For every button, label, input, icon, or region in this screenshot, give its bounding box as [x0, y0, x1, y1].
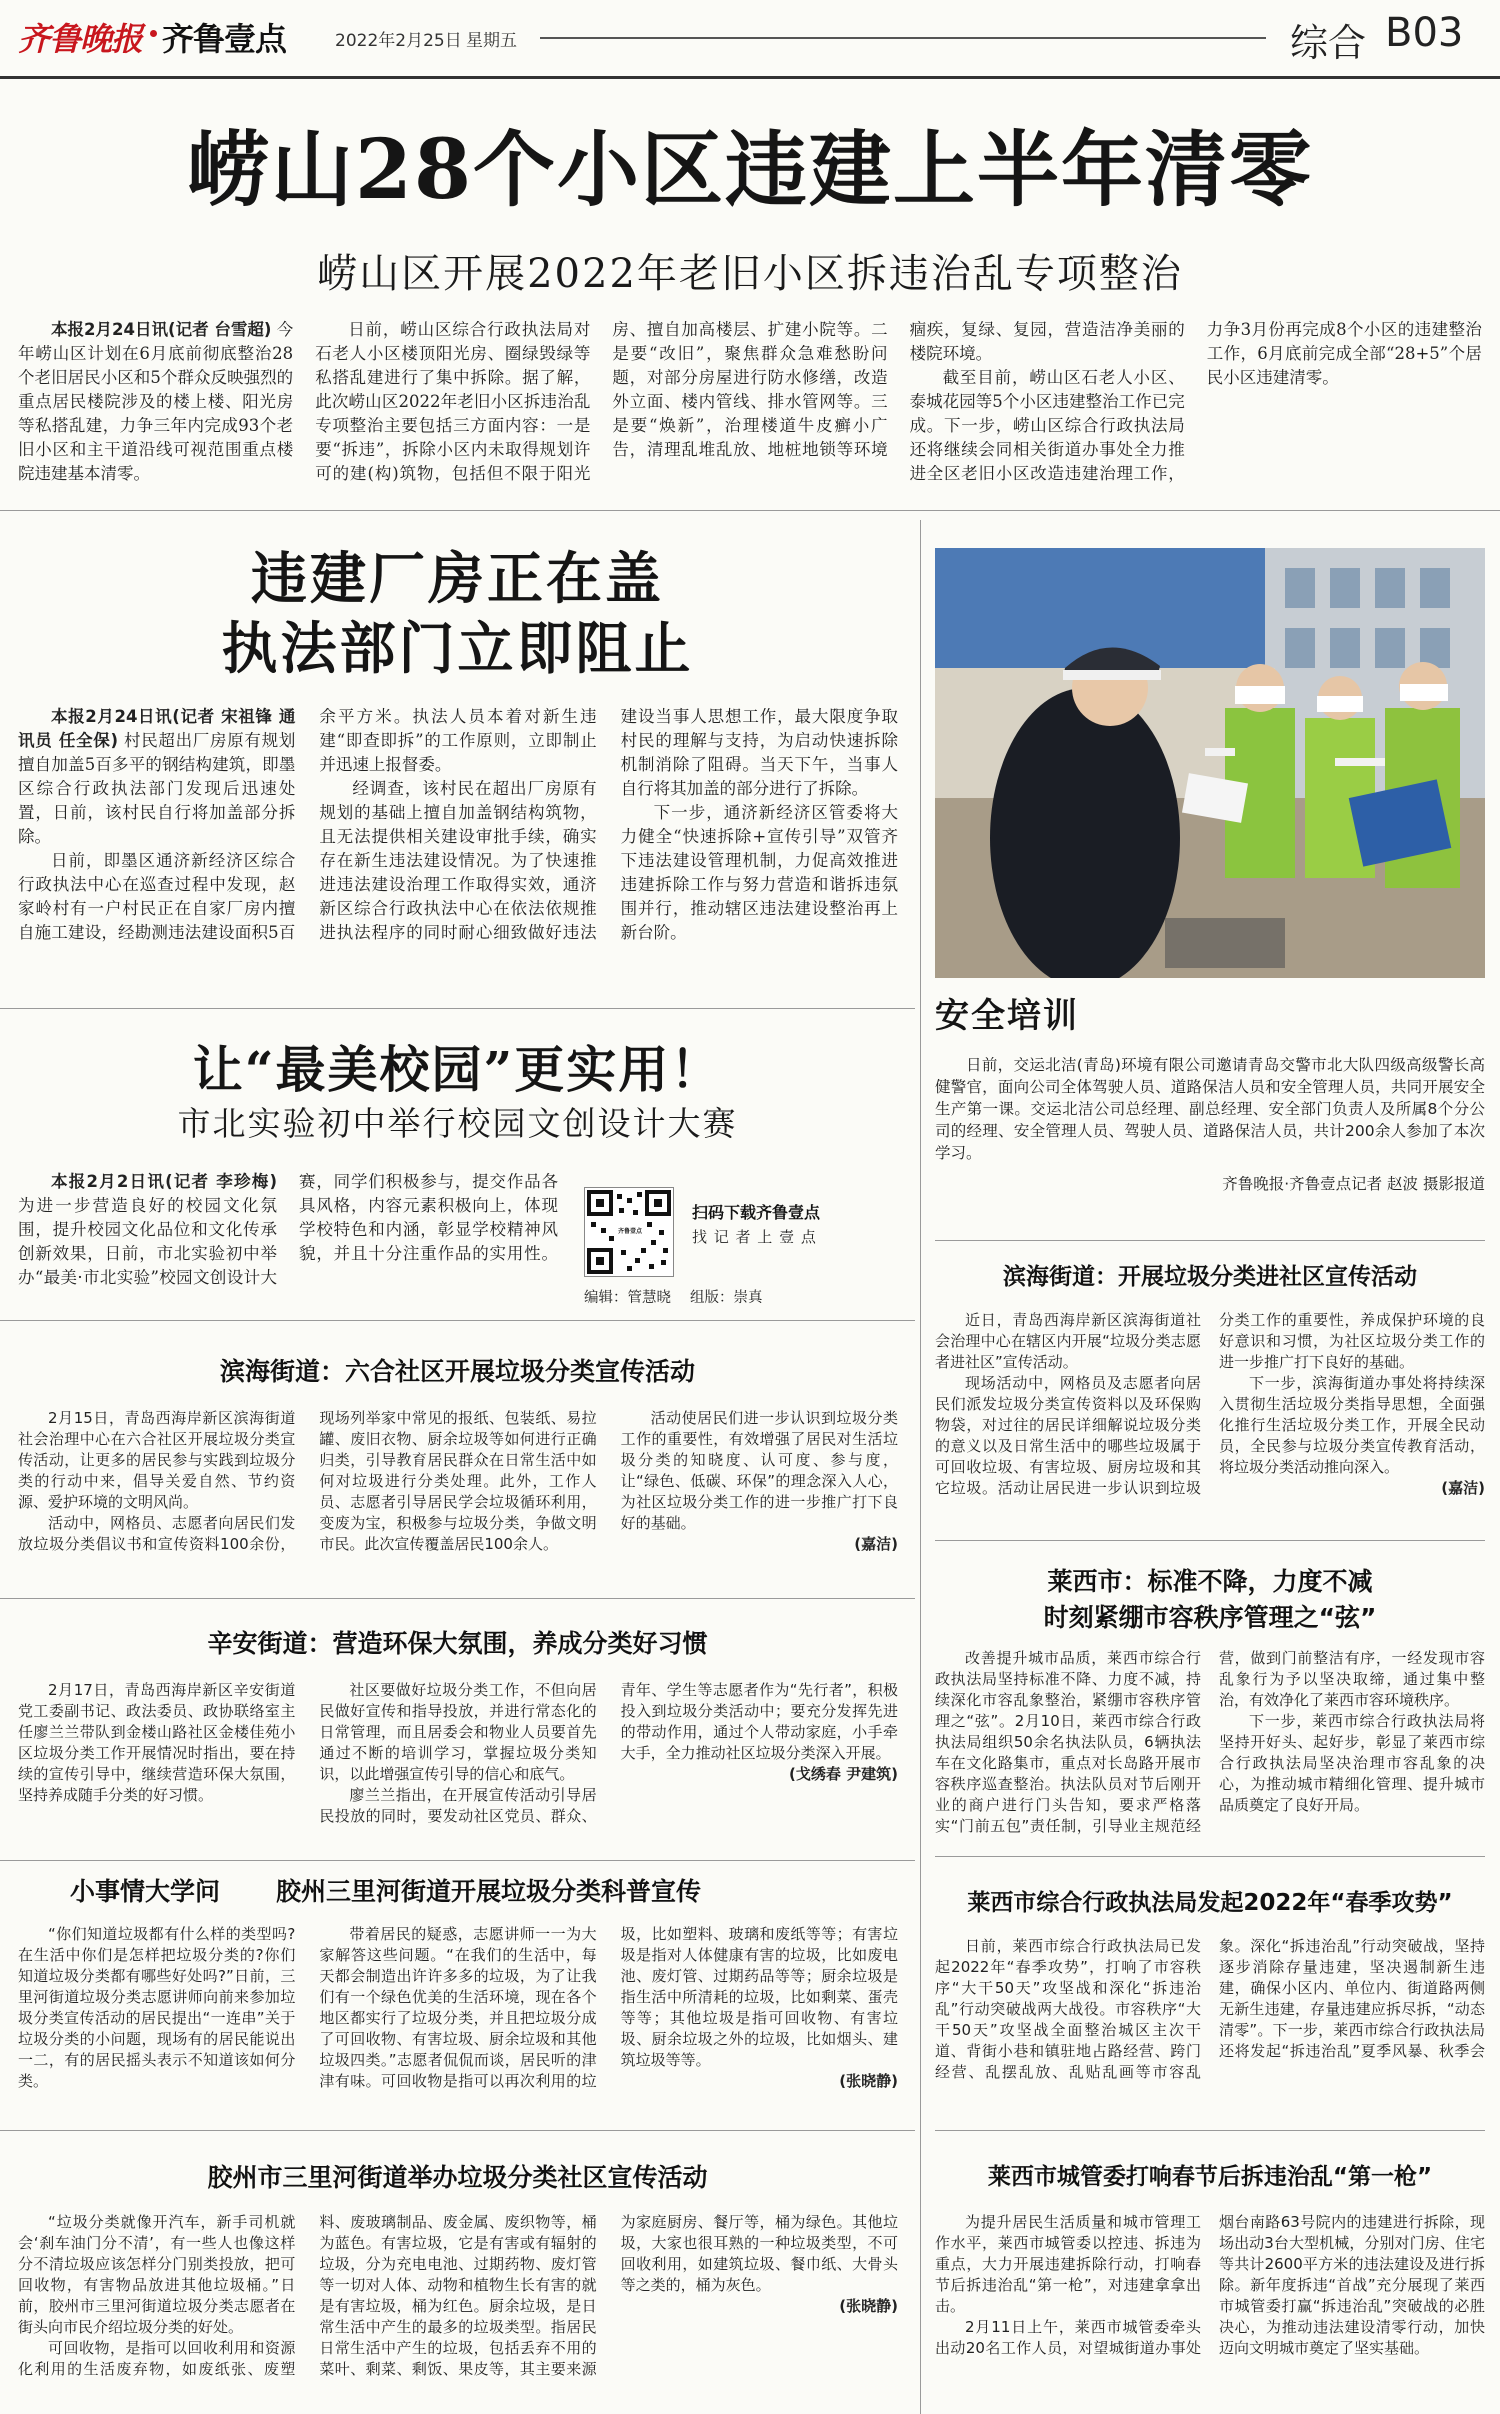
- laixi-spring-body: [935, 1936, 1485, 2086]
- xinan-headline: 辛安街道：营造环保大氛围，养成分类好习惯: [207, 1629, 708, 1658]
- masthead-divider-line: [540, 37, 1266, 39]
- laixi-standard-paragraph-2: 下一步，莱西市综合行政执法局将坚持开好头、起好步，彰显了莱西市综合行政执法局坚决治理市容乱象的决心，为推动城市精细化管理、提升城市品质奠定了良好开局。: [1219, 1712, 1485, 1814]
- jiaozhou-qa-kicker: 小事情大学问: [70, 1877, 221, 1906]
- xinan-body: [18, 1680, 898, 1870]
- xinan-byline: (戈绣春 尹建筑): [789, 1765, 898, 1783]
- binhai-right-bottom-rule: [935, 1540, 1485, 1541]
- xinan-bottom-rule: [0, 1860, 915, 1861]
- factory-headline-line-1: 违建厂房正在盖: [251, 546, 664, 612]
- masthead-dot: [150, 30, 157, 37]
- photo-title: 安全培训: [935, 996, 1079, 1036]
- factory-headline-line-2: 执法部门立即阻止: [221, 616, 694, 682]
- lead-dateline: 本报2月24日讯(记者 台雪超): [51, 320, 272, 339]
- jiaozhou-sanli-headline: 胶州市三里河街道举办垃圾分类社区宣传活动: [207, 2163, 708, 2192]
- jiaozhou-sanli-byline: (张晓静): [839, 2297, 898, 2315]
- jiaozhou-sanli-paragraph-1: “垃圾分类就像开汽车，新手司机就会‘刹车油门分不清’，有一些人也像这样分不清垃圾应该怎样分门别类投放，把可回收物，有害物品放进其他垃圾桶。”日前，胶州市三里河街道垃圾分类志愿者在街头向市民介绍垃圾分类的好处。: [18, 2213, 296, 2336]
- jiaozhou-qa-byline: (张晓静): [839, 2072, 898, 2090]
- layout-credit: 组版：崇真: [690, 1290, 763, 1306]
- jiaozhou-sanli-body: [18, 2212, 898, 2406]
- xinan-paragraph-3: 廖兰兰指出，在开展宣传活动引导居民投放的同时，要发动社区党员、群众、青年、学生等志愿者作为“先行者”，积极投入到垃圾分类活动中；要充分发挥先进的带动作用，通过个人带动家庭，小手牵大手，全力推动社区垃圾分类深入开展。: [319, 1681, 898, 1825]
- xinan-paragraph-1: 2月17日，青岛西海岸新区辛安街道党工委副书记、政法委员、政协联络室主任廖兰兰带队到金楼山路社区金楼佳苑小区垃圾分类工作开展情况时指出，要在持续的宣传引导中，继续营造环保大氛围，坚持养成随手分类的好习惯。: [18, 1681, 296, 1804]
- lead-paragraph-3: 截至目前，崂山区石老人小区、泰城花园等5个小区违建整治工作已完成。下一步，崂山区综合行政执法局还将继续会同相关街道办事处全力推进全区老旧小区改造违建治理工作，力争3月份再完成8个小区的违建整治工作，6月底前完成全部“28+5”个居民小区违建清零。: [909, 320, 1482, 483]
- binhai-left-byline: (嘉洁): [854, 1535, 898, 1553]
- laixi-chengguan-paragraph-1: 为提升居民生活质量和城市管理工作水平，莱西市城管委以控违、拆违为重点，大力开展违建拆除行动，打响春节后拆违治乱“第一枪”，对违建拿拿出击。: [935, 2213, 1201, 2315]
- binhai-right-paragraph-3: 下一步，滨海街道办事处将持续深入贯彻生活垃圾分类指导思想，全面强化推行生活垃圾分类工作，开展全民动员，全民参与垃圾分类宣传教育活动，将垃圾分类活动推向深入。: [1219, 1374, 1485, 1476]
- campus-dateline: 本报2月2日讯(记者 李珍梅): [51, 1172, 277, 1191]
- campus-headline: 让“最美校园”更实用！: [192, 1040, 723, 1099]
- binhai-left-paragraph-2: 活动中，网格员、志愿者向居民们发放垃圾分类倡议书和宣传资料100余份，现场列举家中常见的报纸、包装纸、易拉罐、废旧衣物、厨余垃圾等如何进行正确归类，引导教育居民群众在日常生活中如何对垃圾进行分类处理。此外，工作人员、志愿者引导居民学会垃圾循环利用，变废为宝，积极参与垃圾分类，争做文明市民。此次宣传覆盖居民100余人。: [18, 1409, 597, 1553]
- qr-code[interactable]: [584, 1187, 674, 1277]
- lead-paragraph-2: 日前，崂山区综合行政执法局对石老人小区楼顶阳光房、圈绿毁绿等私搭乱建进行了集中拆除。据了解，此次崂山区2022年老旧小区拆违治乱专项整治主要包括三方面内容：一是要“拆违”，拆除小区内未取得规划许可的建(构)筑物，包括但不限于阳光房、擅自加高楼层、扩建小院等。二是要“改旧”，聚焦群众急难愁盼问题，对部分房屋进行防水修缮，改造外立面、楼内管线、排水管网等。三是要“焕新”，治理楼道牛皮癣小广告，清理乱堆乱放、地桩地锁等环境痼疾，复绿、复园，营造洁净美丽的楼院环境。: [315, 320, 1185, 483]
- masthead-date: 2022年2月25日: [335, 31, 462, 51]
- binhai-right-byline: (嘉洁): [1441, 1479, 1485, 1497]
- laixi-chengguan-paragraph-2: 2月11日上午，莱西市城管委牵头出动20名工作人员，对望城街道办事处烟台南路63号院内的违建进行拆除，现场出动3台大型机械，分别对门房、住宅等共计2600平方米的违法建设及进行拆除。新年度拆违“首战”充分展现了莱西市城管委打赢“拆违治乱”突破战的必胜决心，为推动违法建设清零行动，加快迈向文明城市奠定了坚实基础。: [935, 2213, 1485, 2357]
- photo-caption-text: [935, 1054, 1485, 1164]
- laixi-chengguan-body: [935, 2212, 1485, 2406]
- photo-bottom-rule: [935, 1240, 1485, 1241]
- lead-body: [18, 318, 1482, 498]
- laixi-spring-paragraph-1: 日前，莱西市综合行政执法局已发起2022年“春季攻势”，打响了市容秩序“大干50天”攻坚战和深化“拆违治乱”行动突破战两大战役。市容秩序“大干50天”攻坚战全面整治城区主次干道、背街小巷和镇驻地占路经营、跨门经营、乱摆乱放、乱贴乱画等市容乱象。深化“拆违治乱”行动突破战，坚持逐步消除存量违建，坚决遏制新生违建，确保小区内、单位内、街道路两侧无新生违建，存量违建应拆尽拆，“动态清零”。下一步，莱西市综合行政执法局还将发起“拆违治乱”夏季风暴、秋季会: [935, 1937, 1485, 2081]
- masthead-bottom-rule: [0, 76, 1500, 79]
- safety-training-photo: [935, 548, 1485, 978]
- factory-dateline: 本报2月24日讯(记者 宋祖锋 通讯员 任全保): [18, 707, 296, 750]
- masthead: [0, 0, 1500, 74]
- photo-scene-svg: [935, 548, 1485, 978]
- binhai-right-body: [935, 1310, 1485, 1536]
- xinan-paragraph-2: 社区要做好垃圾分类工作，不但向居民做好宣传和指导投放，并进行常态化的日常管理，而且居委会和物业人员要首先通过不断的培训学习，掌握垃圾分类知识，以此增强宣传引导的信心和底气。: [319, 1681, 597, 1783]
- campus-body: [18, 1170, 558, 1310]
- binhai-right-paragraph-1: 近日，青岛西海岸新区滨海街道社会治理中心在辖区内开展“垃圾分类志愿者进社区”宣传活动。: [935, 1311, 1201, 1371]
- binhai-left-headline: 滨海街道：六合社区开展垃圾分类宣传活动: [219, 1357, 695, 1386]
- photo-credit: 齐鲁晚报·齐鲁壹点记者 赵波 摄影报道: [1222, 1175, 1485, 1193]
- qr-download-text: 扫码下载齐鲁壹点: [692, 1203, 821, 1222]
- masthead-page-number: B03: [1385, 10, 1464, 56]
- lead-subheadline: 崂山区开展2022年老旧小区拆违治乱专项整治: [317, 251, 1183, 297]
- qr-contact-text: 找 记 者 上 壹 点: [692, 1228, 817, 1246]
- qr-center-label: 齐鲁壹点: [617, 1228, 642, 1235]
- jiaozhou-qa-headline: 胶州三里河街道开展垃圾分类科普宣传: [276, 1877, 702, 1906]
- jiaozhou-qa-paragraph-2: 带着居民的疑惑，志愿讲师一一为大家解答这些问题。“在我们的生活中，每天都会制造出许许多多的垃圾，为了让我们有一个绿色优美的生活环境，现在各个地区都实行了垃圾分类，并且把垃圾分成了可回收物、有害垃圾、厨余垃圾和其他垃圾四类。”志愿者侃侃而谈，居民听的津津有味。可回收物是指可以再次利用的垃圾，比如塑料、玻璃和废纸等等；有害垃圾是指对人体健康有害的垃圾，比如废电池、废灯管、过期药品等等；厨余垃圾是指生活中所清耗的垃圾，比如剩菜、蛋壳等等；其他垃圾是指可回收物、有害垃圾、厨余垃圾之外的垃圾，比如烟头、建筑垃圾等等。: [319, 1925, 898, 2090]
- laixi-spring-headline: 莱西市综合行政执法局发起2022年“春季攻势”: [967, 1890, 1453, 1916]
- campus-paragraph-1: 为进一步营造良好的校园文化氛围，提升校园文化品位和文化传承创新效果，日前，市北实验初中举办“最美·市北实验”校园文创设计大赛，同学们积极参与，提交作品各具风格，内容元素积极向上，体现学校特色和内涵，彰显学校精神风貌，并且十分注重作品的实用性。: [18, 1172, 558, 1287]
- masthead-section: 综合: [1290, 21, 1367, 65]
- campus-subheadline: 市北实验初中举行校园文创设计大赛: [177, 1104, 738, 1143]
- binhai-right-headline: 滨海街道：开展垃圾分类进社区宣传活动: [1003, 1264, 1417, 1290]
- main-column-divider: [920, 520, 921, 2414]
- factory-paragraph-3: 经调查，该村民在超出厂房原有规划的基础上擅自加盖钢结构筑物，且无法提供相关建设审批手续，确实存在新生违法建设情况。为了快速推进违法建设治理工作取得实效，通济新区综合行政执法中心在依法依规推进执法程序的同时耐心细致做好违法建设当事人思想工作，最大限度争取村民的理解与支持，为启动快速拆除机制消除了阻碍。当天下午，当事人自行将其加盖的部分进行了拆除。: [319, 707, 898, 942]
- campus-bottom-rule: [0, 1320, 915, 1321]
- factory-body: [18, 705, 898, 995]
- jiaozhou-qa-paragraph-1: “你们知道垃圾都有什么样的类型吗?在生活中你们是怎样把垃圾分类的?你们知道垃圾分类都有哪些好处吗?”日前，三里河街道垃圾分类志愿讲师向前来参加垃圾分类宣传活动的居民提出“一连串”关于垃圾分类的小问题，现场有的居民能说出一二，有的居民摇头表示不知道该如何分类。: [18, 1925, 296, 2090]
- laixi-standard-bottom-rule: [935, 1856, 1485, 1857]
- laixi-chengguan-headline: 莱西市城管委打响春节后拆违治乱“第一枪”: [987, 2164, 1433, 2190]
- masthead-logo-qilu-yidian: 齐鲁壹点: [162, 20, 287, 58]
- laixi-standard-headline-line-2: 时刻紧绷市容秩序管理之“弦”: [1043, 1603, 1377, 1632]
- masthead-logo-qilu-wanbao: 齐鲁晚报: [18, 20, 143, 58]
- editor-credit: 编辑：管慧晓: [584, 1290, 671, 1306]
- factory-paragraph-4: 下一步，通济新经济区管委将大力健全“快速拆除+宣传引导”双管齐下违法建设管理机制，力促高效推进违建拆除工作与努力营造和谐拆违氛围并行，推动辖区违法建设整治再上新台阶。: [620, 803, 898, 942]
- lead-headline: 崂山28个小区违建上半年清零: [186, 122, 1314, 218]
- masthead-weekday: 星期五: [466, 31, 517, 51]
- binhai-right-paragraph-2: 现场活动中，网格员及志愿者向居民们派发垃圾分类宣传资料以及环保购物袋，对过往的居民详细解说垃圾分类的意义以及日常生活中的哪些垃圾属于可回收垃圾、有害垃圾、厨房垃圾和其它垃圾。活动让居民进一步认识到垃圾分类工作的重要性，养成保护环境的良好意识和习惯，为社区垃圾分类工作的进一步推广打下良好的基础。: [935, 1311, 1485, 1497]
- factory-paragraph-2: 日前，即墨区通济新经济区综合行政执法中心在巡查过程中发现，赵家岭村有一户村民正在自家厂房内擅自施工建设，经勘测违法建设面积5百余平方米。执法人员本着对新生违建“即查即拆”的工作原则，立即制止并迅速上报督委。: [18, 707, 597, 942]
- binhai-left-bottom-rule: [0, 1598, 915, 1599]
- lead-paragraph-1: 今年崂山区计划在6月底前彻底整治28个老旧居民小区和5个群众反映强烈的重点居民楼院涉及的楼上楼、阳光房等私搭乱建，力争三年内完成93个老旧小区和主干道沿线可视范围重点楼院违建基本清零。: [18, 320, 294, 483]
- factory-paragraph-1: 村民超出厂房原有规划擅自加盖5百多平的钢结构建筑，即墨区综合行政执法部门发现后迅速处置，日前，该村民自行将加盖部分拆除。: [18, 731, 296, 846]
- photo-caption-paragraph: 日前，交运北洁(青岛)环境有限公司邀请青岛交警市北大队四级高级警长高健警官，面向公司全体驾驶人员、道路保洁人员和安全管理人员，共同开展安全生产第一课。交运北洁公司总经理、副总经理、安全部门负责人及所属8个分公司的经理、安全管理人员、驾驶人员、道路保洁人员，共计200余人参加了本次学习。: [935, 1056, 1485, 1162]
- lead-bottom-rule: [0, 510, 1500, 511]
- jiaozhou-sanli-paragraph-2: 可回收物，是指可以回收利用和资源化利用的生活废弃物，如废纸张、废塑料、废玻璃制品、废金属、废织物等，桶为蓝色。有害垃圾，它是有害或有辐射的垃圾，分为充电电池、过期药物、废灯管等一切对人体、动物和植物生长有害的就是有害垃圾，桶为红色。厨余垃圾，是日常生活中产生的最多的垃圾类型。指居民日常生活中产生的垃圾，包括丢弃不用的菜叶、剩菜、剩饭、果皮等，其主要来源为家庭厨房、餐厅等，桶为绿色。其他垃圾，大家也很耳熟的一种垃圾类型，不可回收利用，如建筑垃圾、餐巾纸、大骨头等之类的，桶为灰色。: [18, 2213, 898, 2378]
- laixi-standard-paragraph-1: 改善提升城市品质，莱西市综合行政执法局坚持标准不降、力度不减，持续深化市容乱象整治，紧绷市容秩序管理之“弦”。2月10日，莱西市综合行政执法局组织50余名执法队员，6辆执法车在文化路集市，重点对长岛路开展市容秩序巡查整治。执法队员对节后刚开业的商户进行门头告知，要求严格落实“门前五包”责任制，引导业主规范经营，做到门前整洁有序，一经发现市容乱象行为予以坚决取缔，通过集中整治，有效净化了莱西市容环境秩序。: [935, 1649, 1485, 1835]
- binhai-left-paragraph-1: 2月15日，青岛西海岸新区滨海街道社会治理中心在六合社区开展垃圾分类宣传活动，让更多的居民参与实践到垃圾分类的行动中来，倡导关爱自然、节约资源、爱护环境的文明风尚。: [18, 1409, 296, 1511]
- binhai-left-paragraph-3: 活动使居民们进一步认识到垃圾分类工作的重要性，有效增强了居民对生活垃圾分类的知晓度、认可度、参与度，让“绿色、低碳、环保”的理念深入人心，为社区垃圾分类工作的进一步推广打下良好的基础。: [620, 1409, 898, 1532]
- laixi-spring-bottom-rule: [935, 2130, 1485, 2131]
- factory-bottom-rule: [0, 1008, 915, 1009]
- laixi-standard-body: [935, 1648, 1485, 1838]
- jiaozhou-qa-body: [18, 1924, 898, 2122]
- binhai-left-body: [18, 1408, 898, 1590]
- jiaozhou-qa-bottom-rule: [0, 2130, 915, 2131]
- laixi-standard-headline-line-1: 莱西市：标准不降，力度不减: [1047, 1567, 1373, 1596]
